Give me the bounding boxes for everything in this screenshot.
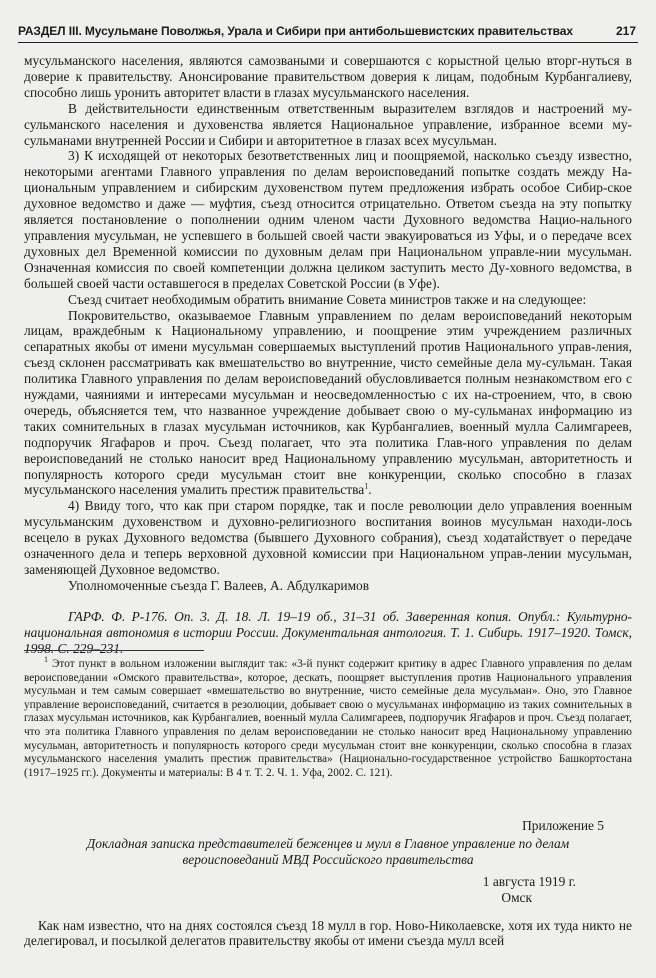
paragraph (24, 308, 632, 499)
footnote-rule (24, 650, 204, 651)
footnote-marker: 1 (44, 655, 48, 665)
paragraph: В действительности единственным ответственным выразителем взглядов и настроений му-сульманского населения и духовенства является Национальное управление, избранное всеми му-сульманами внутренней России и Сибири и авторитетное в глазах всех мусульман. (24, 100, 632, 148)
paragraph-point-3: 3) К исходящей от некоторых безответственных лиц и поощряемой, насколько съезду известно, некоторыми агентами Главного управления по делам вероисповеданий попытке создать между На-циональным управлением и сибирским духовенством путем предложения избрать особое Сибир-ское духовное ведомство и даже — муфтия, съезд относится отрицательно. Ответом съезда на эту попытку является постановление о пополнении одним членом части Духовного ведомства Нацио-нального управления мусульман, не успевшего в большей своей части эвакуироваться из Уфы, и о передаче всех духовных дел Временной комиссии по духовным делам при Национальном управле-нии мусульман. Означенная комиссия по своей компетенции должна целиком заступить место Ду-ховного ведомства, в большей своей части оставшегося в пределах Советской России (в Уфе). (24, 148, 632, 291)
appendix-label: Приложение 5 (522, 818, 604, 833)
document-place: Омск (501, 889, 532, 905)
section-title: РАЗДЕЛ III. Мусульмане Поволжья, Урала и Сибири при антибольшевистских правительствах (18, 24, 573, 38)
document-text: Как нам известно, что на днях состоялся съезд 18 мулл в гор. Ново-Николаевске, хотя их туда никто не делегировал, и посылкой делегатов правительству якобы от имени съезда мулл всей (24, 917, 632, 949)
document-title: Докладная записка представителей беженцев и мулл в Главное управление по делам вероисповеданий МВД Российского правительства (86, 835, 570, 867)
signatures: Уполномоченные съезда Г. Валеев, А. Абдулкаримов (68, 577, 370, 593)
main-text (24, 53, 632, 657)
spacer (24, 594, 632, 609)
paragraph-point-4: 4) Ввиду того, что как при старом порядке, так и после революции дело управления военным мусульманским духовенством и духовно-религиозного воспитания воинов мусульман находи-лось всецело в руках Духовного ведомства (бывшего Духовного собрания), съезд ходатайствует о передаче означенного дела и теперь верховной духовной комиссии при Национальном управ-лении мусульман, заменяющей Духовное ведомство. (24, 498, 632, 577)
paragraph: Съезд считает необходимым обратить внимание Совета министров также и на следующее: (68, 291, 587, 307)
appendix (24, 818, 632, 949)
archive-source: ГАРФ. Ф. Р-176. Оп. 3. Д. 18. Л. 19–19 об., 31–31 об. Заверенная копия. Опубл.: Культурно-национальная автономия в истории России. Документальная антология. Т. 1. Сибирь. 1917–1920. Томск, 1998. С. 229–231. (24, 608, 632, 656)
footnotes (24, 650, 632, 780)
paragraph-text: Покровительство, оказываемое Главным управлением по делам вероисповеданий некоторым лицам, враждебным к Национальному управлению, и поощрение этим учреждением различных сепаратных якобы от имени мусульман совершаемых выступлений против Национального управ-ления, съезд склонен рассматривать как вмешательство во внутренние, чисто семейные дела му-сульман. Такая политика Главного управления по делам вероисповеданий обусловливается полным незнакомством его с нуждами, чаяниями и интересами мусульман и неосведомленностью с их на-строением, что, в свою очередь, объясняется тем, что названное учреждение добывает свою о му-сульманах информацию из таких сомнительных в глазах мусульман источников, как Курбангалиев, военный мулла Салимгареев, подпоручик Ягафаров и проч. Съезд полагает, что эта политика Глав-ного управления по делам вероисповеданий не столько наносит вред Национальному управлению мусульман, авторитетность и популярность которого среди мусульман стоит вне конкуренции, сколько способно в глазах мусульманского населения умалить престиж правительства (24, 307, 632, 498)
running-header (18, 22, 638, 43)
footnote-text: Этот пункт в вольном изложении выглядит так: «3-й пункт содержит критику в адрес Главного управления по делам вероисповедании «Омского правительства», которое, дескать, поощряет выступления против Национального управления мусульман и тем самым совершает «вмешательство во внутренние, чисто семейные дела мусульман». Оно, это Главное управление вероисповеданий, считается в резолюции, добывает свою о мусульманах информацию из таких сомнительных в глазах мусульман источников, как Курбангалиев, военный мулла Салимгареев, подпоручик Ягафаров и проч. Съезд полагает, что эта политика Главного управления по делам вероисповедании не столько наносит вред Национальному управлению мусульман, авторитетность и популярность которого среди мусульман стоит вне конкуренции, сколько способна в глазах мусульманского населения умалить престиж правительства» (Национально-государственное устройство Башкортостана (1917–1925 гг.). Документы и материалы: В 4 т. Т. 2. Ч. 1. Уфа, 2002. С. 121). (24, 658, 632, 779)
document-date: 1 августа 1919 г. (482, 873, 576, 889)
footnote-ref: 1 (364, 482, 369, 491)
paragraph: мусульманского населения, являются самозваными и совершаются с корыстной целью вторг-нуться в доверие к правительству. Анонсирование правительством доверия к лицам, подобным Курбангалиеву, способно лишь уронить авторитет власти в глазах мусульманского населения. (24, 53, 632, 100)
page-number: 217 (615, 24, 636, 38)
footnote (24, 655, 632, 780)
paragraph-end: . (368, 482, 372, 498)
